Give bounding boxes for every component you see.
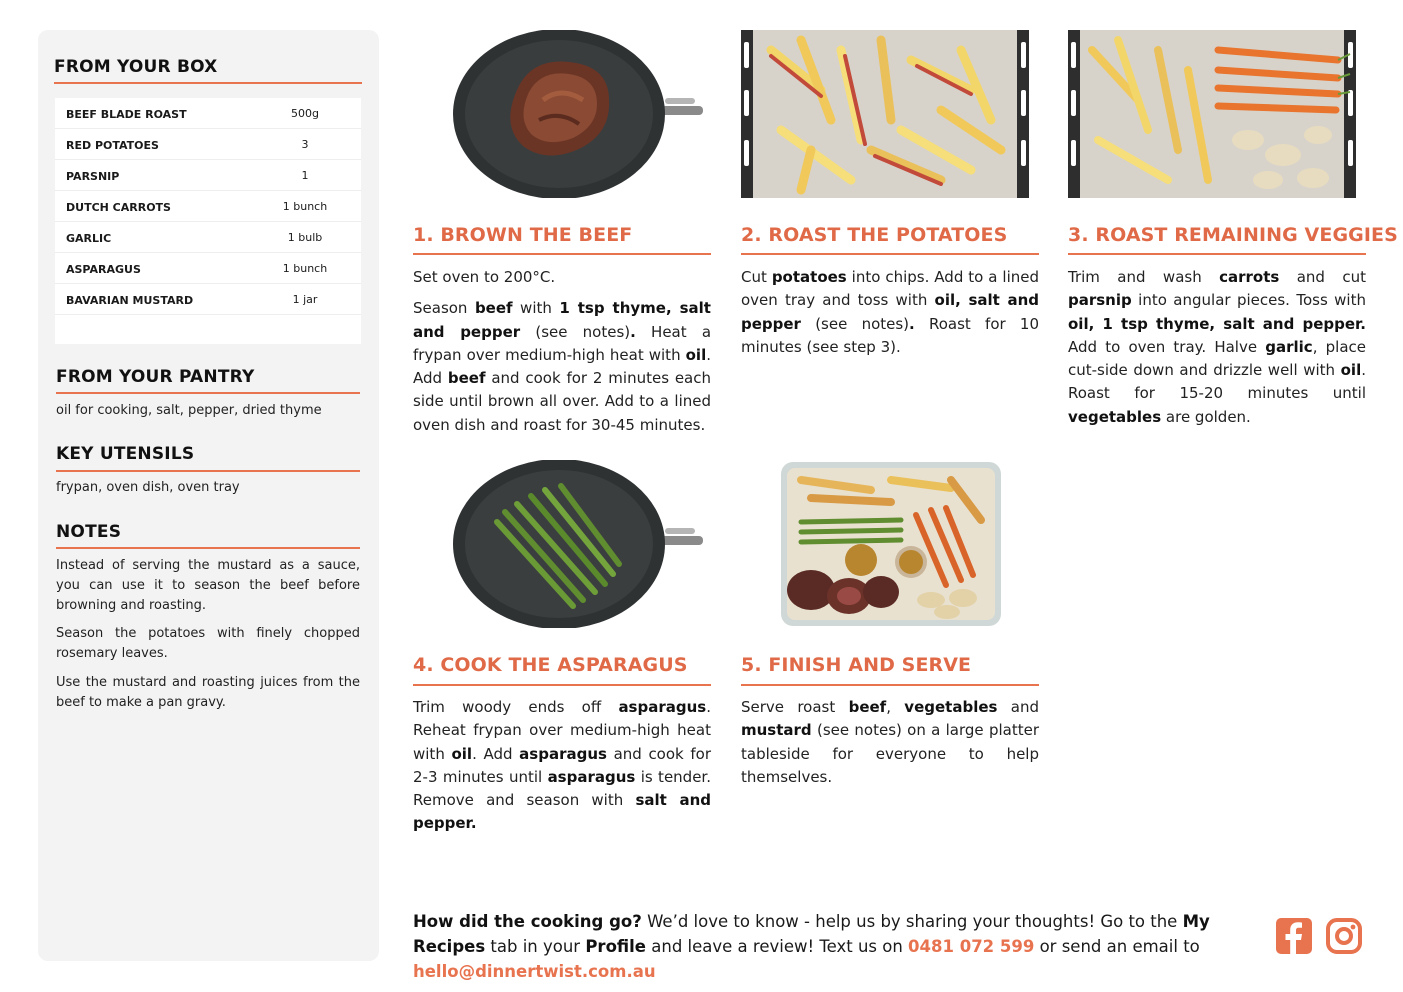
text-run: oil [1340, 361, 1362, 380]
step-3-title: 3. ROAST REMAINING VEGGIES [1068, 224, 1398, 246]
heading-rule [56, 547, 360, 549]
text-run: We’d love to know - help us by sharing your thoughts! Go to the [641, 912, 1183, 931]
heading-rule [1068, 253, 1366, 255]
text-run: carrots [1219, 268, 1280, 286]
step-paragraph [413, 696, 711, 836]
text-run: 1 tsp thyme, salt and pepper [413, 299, 711, 341]
text-run: Cut [741, 268, 772, 286]
text-run: Trim and wash [1068, 268, 1220, 286]
step-1-title: 1. BROWN THE BEEF [413, 224, 633, 246]
text-run: and [997, 698, 1039, 716]
heading-rule [54, 82, 362, 84]
heading-rule [741, 253, 1039, 255]
text-run: vegetables [904, 698, 998, 716]
text-run: oil [451, 744, 473, 763]
text-run: or send an email to [1034, 937, 1200, 956]
text-run: is tender. Remove and season with [413, 767, 711, 810]
table-row [55, 98, 361, 129]
text-run: . Add [413, 345, 711, 388]
from-your-box-heading: FROM YOUR BOX [54, 57, 218, 77]
text-run: and cook for 2 minutes each side until brown all over. Add to a lined oven dish and roast for 30-45 minutes. [413, 369, 711, 434]
text-run: Profile [585, 937, 646, 956]
text-run: . [909, 314, 915, 333]
facebook-link[interactable] [1276, 918, 1312, 958]
table-row [55, 160, 361, 191]
ingredient-qty: 3 [301, 138, 309, 151]
step-5-photo [741, 460, 1039, 628]
text-run: How did the cooking go? [413, 912, 642, 931]
text-run: Set oven to 200°C. [413, 268, 556, 286]
ingredient-name: BAVARIAN MUSTARD [66, 294, 194, 307]
ingredient-qty: 1 bulb [287, 231, 323, 244]
text-run: Add to oven tray. Halve [1068, 337, 1266, 356]
table-row [55, 253, 361, 284]
step-5-title: 5. FINISH AND SERVE [741, 654, 972, 676]
text-run: , [886, 698, 905, 716]
notes-heading: NOTES [56, 522, 122, 542]
utensils-text: frypan, oven dish, oven tray [56, 480, 240, 495]
text-run: Season [413, 299, 475, 318]
step-4-text [413, 696, 711, 836]
ingredient-qty: 1 jar [292, 293, 318, 306]
step-4-title: 4. COOK THE ASPARAGUS [413, 654, 688, 676]
table-row [55, 222, 361, 253]
text-run: oil, salt and pepper [741, 291, 1039, 333]
step-paragraph [741, 696, 1039, 789]
text-run: Roast for 10 minutes (see step 3). [741, 314, 1039, 356]
ingredient-name: DUTCH CARROTS [66, 201, 171, 214]
text-run: . Add [472, 744, 520, 763]
step-3-text [1068, 266, 1366, 429]
ingredient-qty: 1 [301, 169, 309, 182]
table-row [55, 191, 361, 222]
step-5-text [741, 696, 1039, 789]
text-run: asparagus [519, 744, 607, 763]
pantry-text: oil for cooking, salt, pepper, dried thyme [56, 403, 322, 418]
text-run: are golden. [1161, 407, 1251, 426]
step-3-photo [1068, 30, 1356, 198]
heading-rule [56, 470, 360, 472]
step-paragraph [413, 266, 711, 289]
step-paragraph [741, 266, 1039, 359]
step-2-title: 2. ROAST THE POTATOES [741, 224, 1008, 246]
text-run: . Roast for 15-20 minutes until [1068, 361, 1366, 403]
heading-rule [413, 253, 711, 255]
step-2-photo [741, 30, 1029, 198]
instagram-icon [1326, 918, 1362, 954]
text-run: oil [685, 345, 707, 364]
text-run: garlic [1265, 337, 1313, 356]
from-your-pantry-heading: FROM YOUR PANTRY [56, 367, 255, 387]
text-run: and cook for 2-3 minutes until [413, 744, 711, 786]
text-run: asparagus [547, 767, 636, 786]
ingredient-qty: 1 bunch [282, 200, 328, 213]
text-run: potatoes [771, 268, 847, 286]
text-run: beef [474, 299, 513, 318]
ingredient-name: GARLIC [66, 232, 112, 245]
ingredients-panel [38, 30, 379, 961]
text-run: . [630, 322, 636, 341]
text-run: Heat a frypan over medium-high heat with [413, 322, 712, 364]
step-1-photo [413, 30, 711, 198]
ingredient-name: RED POTATOES [66, 139, 159, 152]
text-run: parsnip [1068, 291, 1132, 310]
table-row [55, 129, 361, 160]
text-run: oil, 1 tsp thyme, salt and pepper. [1068, 314, 1366, 333]
note-text: Use the mustard and roasting juices from the beef to make a pan gravy. [56, 675, 360, 710]
contact-link[interactable]: 0481 072 599 [908, 937, 1035, 956]
text-run: My Recipes [413, 912, 1210, 956]
text-run: salt and pepper. [413, 791, 711, 833]
step-paragraph [1068, 266, 1366, 429]
text-run: mustard [741, 721, 812, 740]
text-run: Trim woody ends off [413, 698, 619, 716]
heading-rule [741, 684, 1039, 686]
table-row [55, 284, 361, 315]
note-text: Season the potatoes with finely chopped rosemary leaves. [56, 626, 360, 661]
ingredient-qty: 1 bunch [282, 262, 328, 275]
text-run: into angular pieces. Toss with [1131, 291, 1366, 310]
text-run: beef [447, 369, 486, 388]
ingredient-name: PARSNIP [66, 170, 120, 183]
instagram-link[interactable] [1326, 918, 1362, 958]
text-run: (see notes) [800, 314, 910, 333]
text-run: (see notes) on a large platter tableside for everyone to help themselves. [741, 721, 1039, 786]
contact-link[interactable]: hello@dinnertwist.com.au [413, 962, 656, 981]
ingredients-table [55, 98, 361, 344]
text-run: and cut [1279, 268, 1366, 286]
text-run: beef [848, 698, 887, 716]
step-2-text [741, 266, 1039, 359]
text-run: , place cut-side down and drizzle well with [1068, 337, 1366, 380]
ingredient-qty: 500g [291, 107, 319, 120]
text-run: Serve roast [741, 698, 849, 716]
heading-rule [413, 684, 711, 686]
heading-rule [56, 392, 360, 394]
note-text: Instead of serving the mustard as a sauce, you can use it to season the beef before browning and roasting. [56, 558, 360, 613]
ingredient-name: BEEF BLADE ROAST [66, 108, 187, 121]
ingredient-name: ASPARAGUS [66, 263, 141, 276]
step-4-photo [413, 460, 711, 628]
text-run: and leave a review! Text us on [646, 937, 909, 956]
text-run: vegetables [1068, 407, 1162, 426]
step-1-text [413, 266, 711, 437]
text-run: asparagus [618, 698, 707, 716]
text-run: . Reheat frypan over medium-high heat with [413, 698, 711, 763]
facebook-icon [1276, 918, 1312, 954]
text-run: (see notes) [520, 322, 631, 341]
text-run: tab in your [485, 937, 586, 956]
feedback-footer [413, 909, 1258, 984]
key-utensils-heading: KEY UTENSILS [56, 444, 195, 464]
text-run: into chips. Add to a lined oven tray and toss with [741, 268, 1040, 310]
step-paragraph [413, 297, 711, 437]
text-run: with [512, 299, 560, 318]
